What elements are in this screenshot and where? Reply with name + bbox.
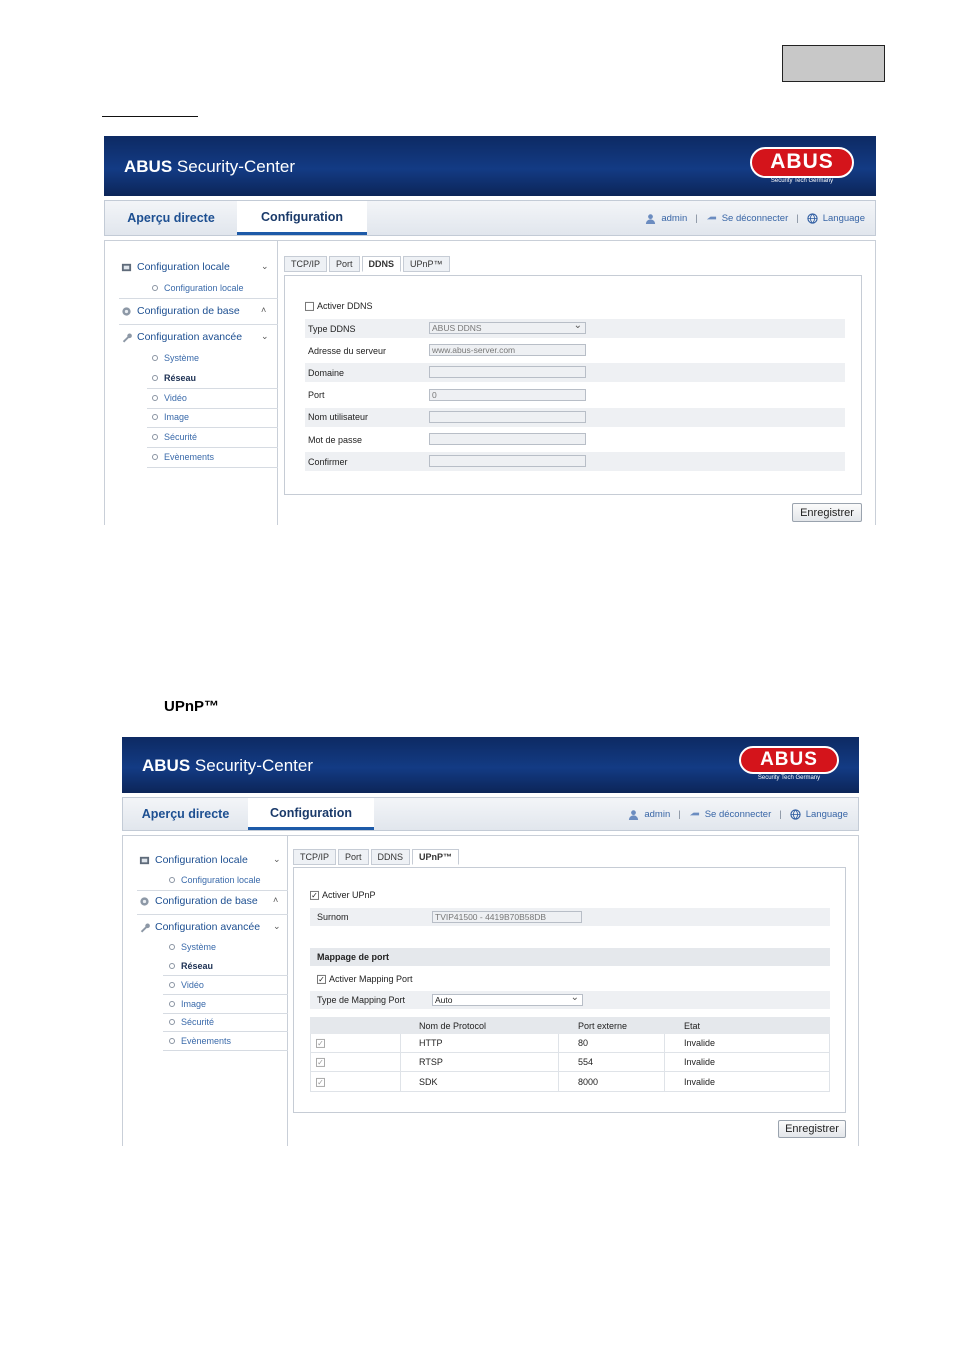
- port-table-header: [310, 1017, 830, 1034]
- divider: [147, 467, 278, 468]
- row-checkbox[interactable]: [316, 1057, 328, 1067]
- ddns-field-label: Adresse du serveur: [308, 345, 387, 356]
- app-title: ABUS Security-Center: [124, 157, 295, 176]
- abus-logo: ABUS: [750, 147, 854, 178]
- chevron-down-icon[interactable]: ⌄: [261, 261, 269, 271]
- enable-mapping-checkbox[interactable]: ✓ Activer Mapping Port: [318, 973, 413, 985]
- menu-local-config-sub[interactable]: Configuration locale: [152, 283, 244, 293]
- state-cell: Invalide: [684, 1038, 716, 1048]
- local-config-icon: [121, 262, 132, 273]
- ddns-field-label: Nom utilisateur: [308, 412, 369, 423]
- subtab-tcpip[interactable]: TCP/IP: [293, 849, 336, 865]
- divider: [163, 1031, 288, 1032]
- subtab-ddns[interactable]: DDNS: [371, 849, 411, 865]
- mapping-type-select[interactable]: Auto ⌄: [432, 994, 583, 1006]
- divider: [163, 1050, 288, 1051]
- checkbox-icon[interactable]: [305, 302, 314, 311]
- nickname-label: Surnom: [317, 912, 349, 922]
- sidebar: [105, 241, 278, 525]
- protocol-cell: RTSP: [419, 1057, 443, 1068]
- tab-configuration[interactable]: Configuration: [248, 798, 374, 830]
- divider: [119, 298, 278, 299]
- chevron-up-icon[interactable]: ˄: [261, 305, 267, 315]
- logout-icon: [706, 213, 717, 224]
- table-border-right: [829, 1034, 830, 1092]
- column-protocol: Nom de Protocol: [419, 1020, 487, 1031]
- table-row: [310, 1073, 830, 1092]
- enable-ddns-row: [305, 298, 845, 314]
- divider: [163, 975, 288, 976]
- column-external-port: Port externe: [578, 1020, 628, 1031]
- subtab-ddns[interactable]: DDNS: [362, 256, 402, 272]
- menu-local-config[interactable]: Configuration locale: [139, 854, 248, 866]
- table-row: [310, 1053, 830, 1072]
- user-icon: [628, 809, 639, 820]
- ddns-form-row: [305, 452, 845, 471]
- sidebar-item-security[interactable]: Sécurité: [152, 432, 197, 442]
- table-border-left: [310, 1034, 311, 1092]
- upnp-screenshot: [122, 737, 859, 1146]
- app-title: ABUS Security-Center: [142, 756, 313, 775]
- logo-tagline: Security Tech Germany: [757, 775, 821, 781]
- ddns-screenshot: [104, 136, 876, 525]
- language-link[interactable]: Language: [805, 808, 848, 820]
- sidebar-item-image[interactable]: Image: [152, 412, 189, 422]
- separator: |: [695, 212, 698, 224]
- sidebar: [123, 836, 288, 1146]
- sub-tabs: [284, 256, 450, 272]
- table-col-sep: [664, 1034, 665, 1092]
- port-cell: 8000: [578, 1076, 599, 1087]
- ddns-form-row: [305, 341, 845, 360]
- separator: |: [779, 808, 782, 820]
- chevron-up-icon[interactable]: ˄: [273, 895, 279, 905]
- save-button[interactable]: Enregistrer: [792, 503, 862, 522]
- menu-local-config-sub[interactable]: Configuration locale: [169, 875, 261, 885]
- menu-advanced-config[interactable]: Configuration avancée: [121, 331, 242, 343]
- subtab-port[interactable]: Port: [338, 849, 369, 865]
- globe-icon: [790, 809, 801, 820]
- banner: [122, 737, 859, 793]
- mapping-type-label: Type de Mapping Port: [317, 995, 406, 1005]
- page-number-box: [782, 45, 885, 82]
- table-col-sep: [400, 1034, 401, 1092]
- user-icon: [645, 213, 656, 224]
- port-mapping-section: [310, 948, 830, 966]
- checkbox-icon[interactable]: ✓: [317, 1039, 324, 1049]
- sidebar-item-events[interactable]: Evènements: [152, 452, 214, 462]
- banner: [104, 136, 876, 196]
- logout-link[interactable]: Se déconnecter: [721, 212, 789, 224]
- port-cell: 80: [578, 1038, 589, 1048]
- logo-tagline: Security Tech Germany: [770, 178, 834, 184]
- ddns-field-label: Mot de passe: [308, 434, 363, 445]
- divider: [147, 427, 278, 428]
- ddns-type-select[interactable]: ABUS DDNS ⌄: [429, 322, 586, 334]
- upnp-section-heading: UPnP™: [164, 698, 220, 715]
- tab-configuration[interactable]: Configuration: [237, 201, 367, 235]
- ddns-form-row: [305, 363, 845, 382]
- tab-live-view[interactable]: Aperçu directe: [127, 211, 215, 225]
- subtab-tcpip[interactable]: TCP/IP: [284, 256, 327, 272]
- divider: [137, 890, 288, 891]
- nickname-input[interactable]: TVIP41500 - 4419B70B58DB: [432, 911, 582, 923]
- subtab-upnp[interactable]: UPnP™: [403, 256, 450, 272]
- ddns-field-label: Type DDNS: [308, 323, 356, 334]
- wrench-icon: [139, 922, 150, 933]
- ddns-form-row: [305, 386, 845, 405]
- sidebar-item-events[interactable]: Evènements: [169, 1036, 231, 1046]
- row-checkbox[interactable]: [316, 1077, 328, 1087]
- menu-basic-config[interactable]: Configuration de base: [121, 305, 240, 317]
- port-mapping-heading: Mappage de port: [317, 952, 390, 962]
- ddns-form-row: [305, 408, 845, 427]
- user-bar: [628, 798, 848, 830]
- sidebar-item-video[interactable]: Vidéo: [152, 393, 187, 403]
- divider: [137, 914, 288, 915]
- ddns-form-row: [305, 430, 845, 449]
- divider: [147, 388, 278, 389]
- menu-basic-config[interactable]: Configuration de base: [139, 895, 258, 907]
- divider: [147, 447, 278, 448]
- checkbox-icon[interactable]: ✓: [317, 1058, 324, 1068]
- sidebar-item-network[interactable]: Réseau: [169, 961, 213, 971]
- checkbox-icon[interactable]: ✓: [311, 891, 318, 901]
- local-config-icon: [139, 855, 150, 866]
- section-rule: [102, 116, 198, 117]
- sidebar-item-security[interactable]: Sécurité: [169, 1017, 214, 1027]
- sidebar-item-system[interactable]: Système: [152, 353, 199, 363]
- subtab-port[interactable]: Port: [329, 256, 360, 272]
- enable-mapping-row: [310, 970, 830, 988]
- checkbox-icon[interactable]: ✓: [318, 975, 325, 985]
- save-button[interactable]: Enregistrer: [778, 1120, 846, 1138]
- checkbox-icon[interactable]: ✓: [317, 1077, 324, 1087]
- row-checkbox[interactable]: [316, 1038, 328, 1048]
- protocol-cell: HTTP: [419, 1038, 443, 1048]
- enable-upnp-row: [310, 887, 830, 903]
- ddns-field-label: Confirmer: [308, 456, 348, 467]
- ddns-field-label: Port: [308, 390, 325, 401]
- separator: |: [678, 808, 681, 820]
- chevron-down-icon[interactable]: ⌄: [273, 854, 281, 864]
- nickname-row: [310, 908, 830, 926]
- logout-icon: [689, 809, 700, 820]
- ddns-field-input[interactable]: www.abus-server.com: [429, 344, 586, 356]
- enable-upnp-checkbox[interactable]: ✓ Activer UPnP: [311, 889, 376, 901]
- ddns-field-input[interactable]: [429, 433, 586, 445]
- main-content: [122, 835, 859, 1146]
- column-state: Etat: [684, 1020, 701, 1031]
- abus-logo: ABUS: [739, 746, 839, 774]
- main-content: [104, 240, 876, 525]
- menu-local-config[interactable]: Configuration locale: [121, 261, 230, 273]
- wrench-icon: [121, 332, 132, 343]
- subtab-upnp[interactable]: UPnP™: [412, 849, 459, 865]
- port-cell: 554: [578, 1057, 594, 1068]
- divider: [163, 1013, 288, 1014]
- ddns-field-input[interactable]: [429, 366, 586, 378]
- sidebar-item-network[interactable]: Réseau: [152, 373, 196, 383]
- mapping-type-row: [310, 991, 830, 1009]
- divider: [147, 408, 278, 409]
- chevron-down-icon[interactable]: ⌄: [273, 921, 281, 931]
- gear-icon: [139, 896, 150, 907]
- gear-icon: [121, 306, 132, 317]
- divider: [163, 994, 288, 995]
- sidebar-item-video[interactable]: Vidéo: [169, 980, 204, 990]
- user-link[interactable]: admin: [644, 808, 671, 820]
- sidebar-item-system[interactable]: Système: [169, 942, 216, 952]
- table-col-sep: [558, 1034, 559, 1092]
- divider: [119, 324, 278, 325]
- ddns-panel: [284, 275, 862, 495]
- top-nav: [122, 797, 859, 831]
- top-nav: [104, 200, 876, 236]
- ddns-field-input[interactable]: [429, 411, 586, 423]
- tab-live-view[interactable]: Aperçu directe: [141, 807, 230, 821]
- upnp-panel: [293, 867, 846, 1113]
- globe-icon: [807, 213, 818, 224]
- ddns-form-row: [305, 319, 845, 338]
- sidebar-item-image[interactable]: Image: [169, 999, 206, 1009]
- enable-ddns-checkbox[interactable]: Activer DDNS: [305, 301, 373, 311]
- language-link[interactable]: Language: [822, 212, 865, 224]
- state-cell: Invalide: [684, 1076, 716, 1087]
- table-row: [310, 1034, 830, 1053]
- ddns-field-input[interactable]: 0: [429, 389, 586, 401]
- menu-advanced-config[interactable]: Configuration avancée: [139, 921, 260, 933]
- user-bar: [645, 201, 865, 235]
- protocol-cell: SDK: [419, 1076, 438, 1087]
- user-link[interactable]: admin: [661, 212, 688, 224]
- ddns-field-label: Domaine: [308, 367, 345, 378]
- sub-tabs: [293, 849, 459, 865]
- separator: |: [796, 212, 799, 224]
- ddns-field-input[interactable]: [429, 455, 586, 467]
- logout-link[interactable]: Se déconnecter: [704, 808, 772, 820]
- state-cell: Invalide: [684, 1057, 716, 1068]
- chevron-down-icon[interactable]: ⌄: [261, 331, 269, 341]
